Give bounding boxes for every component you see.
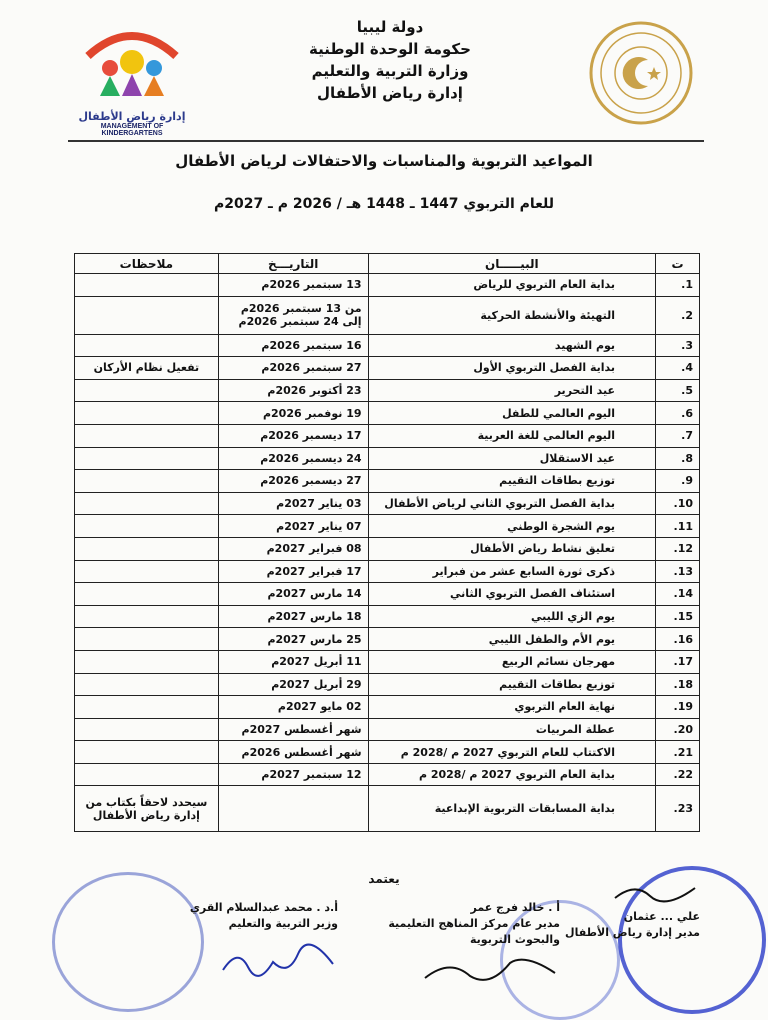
row-number: 14.	[656, 583, 700, 606]
row-number: 20.	[656, 718, 700, 741]
row-number: 2.	[656, 296, 700, 334]
row-number: 23.	[656, 786, 700, 832]
row-notes	[75, 274, 219, 297]
row-description: يوم الشجرة الوطني	[368, 515, 655, 538]
row-date: 17 ديسمبر 2026م	[218, 424, 368, 447]
row-description: بداية العام التربوي للرياض	[368, 274, 655, 297]
row-notes	[75, 560, 219, 583]
row-number: 21.	[656, 741, 700, 764]
row-date: 27 ديسمبر 2026م	[218, 470, 368, 493]
row-date: 07 يناير 2027م	[218, 515, 368, 538]
row-date: 11 أبريل 2027م	[218, 650, 368, 673]
row-date: 03 يناير 2027م	[218, 492, 368, 515]
row-notes	[75, 628, 219, 651]
row-number: 1.	[656, 274, 700, 297]
minister-signature-icon	[218, 942, 338, 982]
row-date: 23 أكتوبر 2026م	[218, 379, 368, 402]
row-date-end: إلى 24 سبتمبر 2026م	[238, 315, 362, 329]
letterhead-line-2: حكومة الوحدة الوطنية	[309, 40, 471, 58]
row-description: تعليق نشاط رياض الأطفال	[368, 537, 655, 560]
row-notes	[75, 650, 219, 673]
row-number: 13.	[656, 560, 700, 583]
row-notes	[75, 492, 219, 515]
row-number: 7.	[656, 424, 700, 447]
director-name: أ . خالد فرج عمر	[470, 901, 560, 914]
row-description: اليوم العالمي للطفل	[368, 402, 655, 425]
row-description: مهرجان نسائم الربيع	[368, 650, 655, 673]
row-notes: سيحدد لاحقاً بكتاب من إدارة رياض الأطفال	[75, 786, 219, 832]
signature-minister	[108, 900, 338, 987]
row-description: يوم الشهيد	[368, 334, 655, 357]
row-number: 8.	[656, 447, 700, 470]
row-date: 14 مارس 2027م	[218, 583, 368, 606]
header-divider	[68, 140, 704, 142]
table-row	[75, 470, 700, 493]
table-row	[75, 515, 700, 538]
row-number: 15.	[656, 605, 700, 628]
table-row	[75, 447, 700, 470]
row-notes	[75, 447, 219, 470]
row-description: يوم الأم والطفل الليبي	[368, 628, 655, 651]
row-notes	[75, 334, 219, 357]
table-row	[75, 274, 700, 297]
government-seal-icon	[588, 20, 694, 126]
document-title: المواعيد التربوية والمناسبات والاحتفالات لرياض الأطفال	[175, 152, 593, 170]
letterhead-line-3: وزارة التربية والتعليم	[311, 62, 469, 80]
director-title: مدير عام مركز المناهج التعليمية	[388, 917, 560, 930]
row-description: اليوم العالمي للغة العربية	[368, 424, 655, 447]
row-description: التهيئة والأنشطة الحركية	[368, 296, 655, 334]
row-number: 5.	[656, 379, 700, 402]
row-date: 13 سبتمبر 2026م	[218, 274, 368, 297]
director-title-2: والبحوث التربوية	[470, 933, 560, 946]
row-date: 12 سبتمبر 2027م	[218, 763, 368, 786]
row-date-start: من 13 سبتمبر 2026م	[240, 302, 362, 316]
row-number: 6.	[656, 402, 700, 425]
row-description: عيد التحرير	[368, 379, 655, 402]
row-number: 18.	[656, 673, 700, 696]
schedule-table	[74, 253, 700, 832]
row-number: 16.	[656, 628, 700, 651]
row-date: 08 فبراير 2027م	[218, 537, 368, 560]
row-number: 10.	[656, 492, 700, 515]
row-number: 19.	[656, 696, 700, 719]
table-row	[75, 673, 700, 696]
row-number: 22.	[656, 763, 700, 786]
row-notes	[75, 424, 219, 447]
minister-name: أ.د . محمد عبدالسلام القري	[189, 901, 338, 914]
row-date: 19 نوفمبر 2026م	[218, 402, 368, 425]
row-description: بداية المسابقات التربوية الإبداعية	[368, 786, 655, 832]
row-notes	[75, 470, 219, 493]
row-notes	[75, 583, 219, 606]
table-row	[75, 402, 700, 425]
row-description: بداية الفصل التربوي الأول	[368, 357, 655, 380]
row-date: 29 أبريل 2027م	[218, 673, 368, 696]
row-description: استئناف الفصل التربوي الثاني	[368, 583, 655, 606]
row-notes	[75, 379, 219, 402]
approval-label: يعتمد	[368, 872, 400, 886]
row-notes	[75, 696, 219, 719]
logo-title-english: MANAGEMENT OF KINDERGARTENS	[100, 123, 164, 137]
header-notes: ملاحظات	[75, 254, 219, 274]
row-description: الاكتتاب للعام التربوي 2027 م /2028 م	[368, 741, 655, 764]
kindergarten-director-name: علي ... عثمان	[623, 910, 700, 923]
document-subtitle: للعام التربوي 1447 ـ 1448 هـ / 2026 م ـ 2027م	[213, 196, 555, 212]
letterhead-line-1: دولة ليبيا	[356, 18, 424, 36]
row-date: 02 مايو 2027م	[218, 696, 368, 719]
row-notes	[75, 537, 219, 560]
row-number: 4.	[656, 357, 700, 380]
row-date: 25 مارس 2027م	[218, 628, 368, 651]
table-row	[75, 628, 700, 651]
row-date: 16 سبتمبر 2026م	[218, 334, 368, 357]
row-number: 9.	[656, 470, 700, 493]
row-description: بداية العام التربوي 2027 م /2028 م	[368, 763, 655, 786]
row-description: توزيع بطاقات التقييم	[368, 470, 655, 493]
row-notes	[75, 296, 219, 334]
row-number: 3.	[656, 334, 700, 357]
row-description: عيد الاستقلال	[368, 447, 655, 470]
table-row	[75, 379, 700, 402]
row-date: شهر أغسطس 2027م	[218, 718, 368, 741]
kindergarten-signature-icon	[610, 880, 700, 904]
row-description: توزيع بطاقات التقييم	[368, 673, 655, 696]
kindergarten-logo	[72, 18, 192, 137]
row-notes	[75, 763, 219, 786]
table-row	[75, 741, 700, 764]
row-description: يوم الزي الليبي	[368, 605, 655, 628]
row-notes	[75, 605, 219, 628]
table-row	[75, 605, 700, 628]
row-description: بداية الفصل التربوي الثاني لرياض الأطفال	[368, 492, 655, 515]
row-number: 12.	[656, 537, 700, 560]
table-row	[75, 357, 700, 380]
table-row	[75, 334, 700, 357]
row-date: 24 ديسمبر 2026م	[218, 447, 368, 470]
table-row	[75, 583, 700, 606]
row-notes	[75, 402, 219, 425]
row-notes: تفعيل نظام الأركان	[75, 357, 219, 380]
signature-kindergarten-director	[520, 880, 700, 941]
letterhead	[240, 16, 540, 104]
header-description: البيـــــان	[368, 254, 655, 274]
row-date	[218, 296, 368, 334]
letterhead-line-4: إدارة رياض الأطفال	[317, 84, 463, 102]
table-row	[75, 718, 700, 741]
table-row	[75, 424, 700, 447]
row-date: 17 فبراير 2027م	[218, 560, 368, 583]
table-row	[75, 560, 700, 583]
table-row	[75, 296, 700, 334]
row-notes	[75, 718, 219, 741]
row-date: 18 مارس 2027م	[218, 605, 368, 628]
row-description: ذكرى ثورة السابع عشر من فبراير	[368, 560, 655, 583]
table-row	[75, 763, 700, 786]
table-row	[75, 786, 700, 832]
row-notes	[75, 673, 219, 696]
row-number: 17.	[656, 650, 700, 673]
kindergarten-logo-icon	[80, 18, 184, 106]
minister-title: وزير التربية والتعليم	[228, 917, 338, 930]
logo-title-arabic: إدارة رياض الأطفال	[78, 110, 186, 123]
table-header-row	[75, 254, 700, 274]
row-description: عطلة المربيات	[368, 718, 655, 741]
director-signature-icon	[420, 948, 560, 988]
row-date: 27 سبتمبر 2026م	[218, 357, 368, 380]
row-number: 11.	[656, 515, 700, 538]
row-date: شهر أغسطس 2026م	[218, 741, 368, 764]
table-row	[75, 537, 700, 560]
row-notes	[75, 515, 219, 538]
row-description: نهاية العام التربوي	[368, 696, 655, 719]
table-row	[75, 492, 700, 515]
row-notes	[75, 741, 219, 764]
row-date	[218, 786, 368, 832]
table-row	[75, 696, 700, 719]
header-num: ت	[656, 254, 700, 274]
header-date: التاريـــخ	[218, 254, 368, 274]
table-row	[75, 650, 700, 673]
kindergarten-director-title: مدير إدارة رياض الأطفال	[565, 926, 700, 939]
